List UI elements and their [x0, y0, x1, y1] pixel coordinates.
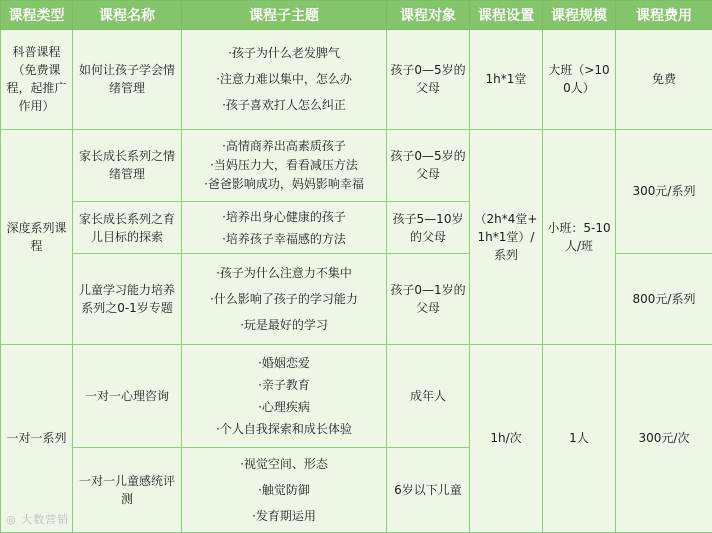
header-course-name: 课程名称 [73, 1, 182, 30]
topic-item: ·玩是最好的学习 [240, 318, 328, 333]
fee-cell: 300元/次 [616, 344, 712, 532]
topics-cell [182, 129, 387, 201]
course-name-cell: 一对一心理咨询 [73, 344, 182, 448]
scale-cell: 1人 [543, 344, 616, 532]
scale-cell: 小班：5-10人/班 [543, 129, 616, 344]
course-type-cell: 一对一系列 [1, 344, 73, 532]
setting-cell: 1h*1堂 [470, 30, 543, 130]
topic-item: ·个人自我探索和成长体验 [216, 422, 352, 437]
topic-item: ·亲子教育 [258, 378, 310, 393]
table-row [1, 129, 712, 201]
header-course-type: 课程类型 [1, 1, 73, 30]
audience-cell: 孩子5—10岁的父母 [387, 202, 470, 254]
audience-cell: 孩子0—5岁的父母 [387, 129, 470, 201]
audience-cell: 成年人 [387, 344, 470, 448]
fee-cell: 免费 [616, 30, 712, 130]
topic-item: ·什么影响了孩子的学习能力 [210, 292, 358, 307]
header-course-audience: 课程对象 [387, 1, 470, 30]
topic-item: ·触觉防御 [258, 483, 310, 498]
topics-cell [182, 202, 387, 254]
topic-item: ·孩子喜欢打人怎么纠正 [222, 98, 346, 113]
header-course-fee: 课程费用 [616, 1, 712, 30]
header-course-setting: 课程设置 [470, 1, 543, 30]
setting-cell: （2h*4堂+1h*1堂）/系列 [470, 129, 543, 344]
table-row [1, 344, 712, 448]
topics-cell [182, 30, 387, 130]
watermark-logo: ◎ 大数营销 [6, 513, 70, 526]
course-type-cell: 科普课程（免费课程，起推广作用） [1, 30, 73, 130]
audience-cell: 6岁以下儿童 [387, 448, 470, 533]
topic-item: ·孩子为什么老发脾气 [228, 46, 340, 61]
course-type-cell: 深度系列课程 [1, 129, 73, 344]
header-course-topics: 课程子主题 [182, 1, 387, 30]
topic-item: ·孩子为什么注意力不集中 [216, 266, 352, 281]
course-name-cell: 一对一儿童感统评测 [73, 448, 182, 533]
topic-item: ·发育期运用 [252, 509, 316, 524]
topic-item: ·婚姻恋爱 [258, 356, 310, 371]
fee-cell: 300元/系列 [616, 129, 712, 254]
topic-item: ·注意力难以集中，怎么办 [216, 72, 352, 87]
course-name-cell: 如何让孩子学会情绪管理 [73, 30, 182, 130]
audience-cell: 孩子0—5岁的父母 [387, 30, 470, 130]
topics-cell [182, 448, 387, 533]
table-row [1, 30, 712, 130]
topic-item: ·爸爸影响成功，妈妈影响幸福 [204, 176, 364, 191]
topic-item: ·高情商养出高素质孩子 [222, 138, 346, 153]
audience-cell: 孩子0—1岁的父母 [387, 254, 470, 345]
topics-cell [182, 254, 387, 345]
header-row [1, 1, 712, 30]
topic-item: ·当妈压力大，看看减压方法 [210, 157, 358, 172]
scale-cell: 大班（>100人） [543, 30, 616, 130]
header-course-scale: 课程规模 [543, 1, 616, 30]
setting-cell: 1h/次 [470, 344, 543, 532]
topic-item: ·视觉空间、形态 [240, 457, 328, 472]
fee-cell: 800元/系列 [616, 254, 712, 345]
course-name-cell: 家长成长系列之育儿目标的探索 [73, 202, 182, 254]
course-name-cell: 家长成长系列之情绪管理 [73, 129, 182, 201]
topic-item: ·心理疾病 [258, 400, 310, 415]
topic-item: ·培养孩子幸福感的方法 [222, 231, 346, 246]
topic-item: ·培养出身心健康的孩子 [222, 209, 346, 224]
topics-cell [182, 344, 387, 448]
course-name-cell: 儿童学习能力培养系列之0-1岁专题 [73, 254, 182, 345]
